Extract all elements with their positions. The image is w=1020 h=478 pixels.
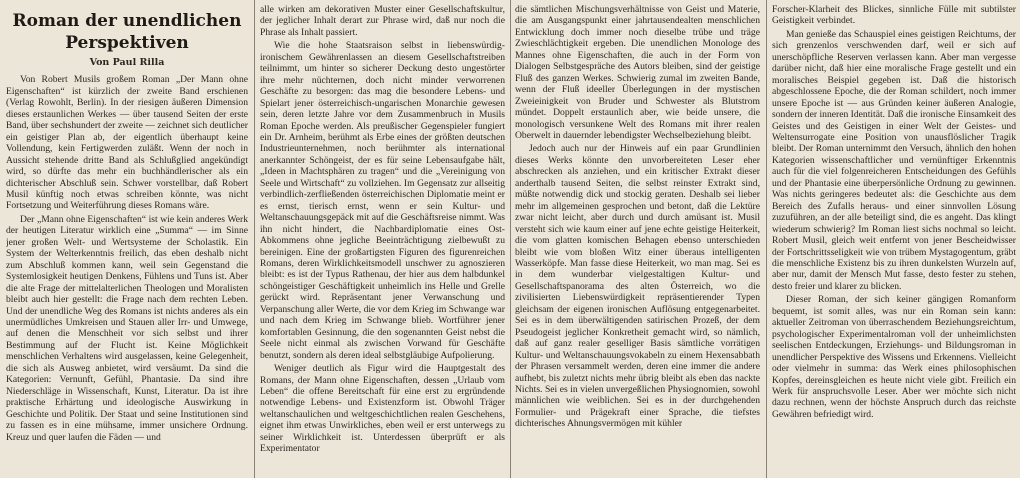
paragraph: die sämtlichen Mischungsverhältnisse von Geist und Materie, die am Ausgangspunkt einer jahrtausendealten menschlichen Entwicklung doch immer noch dieselbe trübe und träge Zwieschlächtigkeit ergeben. Die unendlichen Monologe des Mannes ohne Eigenschaften, die auch in der Form von Dialogen Selbstgespräche des Autors bleiben, sind der geistige Fluß des ganzen Werkes. Schwierig zumal im zweiten Bande, wenn der Fluß ideeller Überlegungen in der mystischen Zweieinigkeit von Bruder und Schwester als Blutstrom mündet. Doppelt erstaunlich aber, wie beide unsere, die monologisch versunkene Welt des Romans mit ihrer realen Oberwelt in dauernder lebendigster Wechselbeziehung bleibt.: [515, 4, 760, 141]
column-divider: [254, 0, 255, 478]
paragraph: Weniger deutlich als Figur wird die Hauptgestalt des Romans, der Mann ohne Eigenschaften, dessen „Urlaub vom Leben“ die offene Bereitschaft für eine erst zu ergründende notwendige Lebens- und Existenzform ist. Obwohl Träger weltanschaulichen und weltgeschichtlichen realen Geschehens, eignet ihm etwas Unwirkliches, eben weil er erst unterwegs zu seiner Wirklichkeit ist. Unterdessen überprüft er als Experimentator: [260, 363, 505, 455]
paragraph: Jedoch auch nur der Hinweis auf ein paar Grundlinien dieses Werks könnte den unvorbereiteten Leser eher abschrecken als anziehen, und ein kritischer Extrakt dieser anderthalb tausend Seiten, die selbst reinster Extrakt sind, müßte notwendig dick und stockig geraten. Deshalb sei lieber mehr im allgemeinen gesprochen und betont, daß die Lektüre zwar nicht leicht, aber durch und durch amüsant ist. Musil versteht sich wie kaum einer auf jene echte geistige Heiterkeit, die vom glatten komischen Behagen ebenso unterschieden bleibt wie vom bloßen Witz einer überaus intelligenten Wasserköpfe. Man fasse diese Heiterkeit, wo man mag. Sei es in dem wunderbar vielgestaltigen Kultur- und Gesellschaftspanorama des alten Österreich, wo die zivilisierten Liebenswürdigkeit repräsentierender Typen gleichsam der eigenen ironischen Auflösung entgegenarbeitet. Sei es in dem überwältigenden satirischen Prozeß, der dem Pseudogeist jeglicher Konkretheit gemacht wird, so nämlich, daß auf ganz realer geselliger Basis sämtliche vorrätigen Kultur- und Weltanschauungsvokabeln zu einem Hexensabbath der Phrasen versammelt werden, deren eine immer die andere aufhebt, bis zuletzt nichts mehr übrig bleibt als eben das nackte Nichts. Sei es in vielen unvergeßlichen Physiognomien, sowohl männlichen wie weiblichen. Sei es in der durchgehenden Formulier- und Prägekraft einer Sprache, die tiefstes dichterisches Ahnungsvermögen mit kühler: [515, 143, 760, 430]
paragraph: alle wirken am dekorativen Muster einer Gesellschaftskultur, der jeglicher Inhalt derart zur Phrase wird, daß nur noch die Phrase als Inhalt passiert.: [260, 4, 505, 38]
paragraph: Von Robert Musils großem Roman „Der Mann ohne Eigenschaften“ ist kürzlich der zweite Band erschienen (Verlag Rowohlt, Berlin). In der riesigen äußeren Dimension dieses erstaunlichen Werkes — über tausend Seiten der erste Band, über sechshundert der zweite — zeichnet sich deutlicher ein geistiger Plan ab, der eigentlich überhaupt keine Vollendung, kein Fertigwerden zuläßt. Wenn der noch in Aussicht stehende dritte Band als Schlußglied angekündigt wird, so dürfte das mehr ein buchhändlerischer als ein dichterischer Abschluß sein. Schwer vorstellbar, daß Robert Musil künftig noch etwas schreiben könnte, was nicht Fortsetzung und Weiterführung dieses Romans wäre.: [6, 74, 248, 212]
article-column-4: [772, 4, 1016, 476]
headline-block: [6, 10, 248, 68]
byline: Von Paul Rilla: [89, 57, 165, 68]
column-divider: [510, 0, 511, 478]
headline-line-1: Roman der unendlichen: [12, 11, 242, 31]
article-column-2: [260, 4, 505, 476]
article-column-3: [515, 4, 760, 476]
paragraph: Man genieße das Schauspiel eines geistigen Reichtums, der sich grenzenlos verschwenden darf, weil er sich auf unerschöpfliche Reserven verlassen kann. Aber man vergesse darüber nicht, daß hier eine moralische Frage gestellt und ein moralisches Beispiel gegeben ist. Daß die historisch abgeschlossene Epoche, die der Roman schildert, noch immer unsere Epoche ist — aus Gründen keiner äußeren Analogie, sondern der inneren Identität. Daß die ironische Einsamkeit des Geistes und des Geistigen in einer Welt der Geistes- und Weltensurrogate eine Position von unausflöslicher Tragik bleibt. Der Roman unternimmt den Versuch, ähnlich den hohen Kategorien wissenschaftlicher und vernünftiger Erkenntnis auch für die viel folgenreicheren Entscheidungen des Gefühls und der Phantasie eine überpersönliche Ordnung zu gewinnen. Was nichts geringeres bedeutet als: die Geschichte aus dem Bereich des Zufalls heraus- und einer sinnvollen Lösung zuzuführen, an der alle beteiligt sind, die es angeht. Das klingt wiederum schwierig? Im Roman liest sichs nochmal so leicht. Robert Musil, gleich weit entfernt von jener Bescheidwisser der Fortschrittsseligkeit wie von trübem Mystagogentum, gräbt die menschliche Existenz bis zu ihren dunkelsten Wurzeln auf, aber nur, damit der Mensch Mut fasse, desto fester zu stehen, desto freier und klarer zu blicken.: [772, 28, 1016, 292]
paragraph: Dieser Roman, der sich keiner gängigen Romanform bequemt, ist somit alles, was nur ein Roman sein kann: aktueller Zeitroman von überraschendem Beziehungsreichtum, psychologischer Experimentalroman voll der unheimlichsten seelischen Entdeckungen, Erziehungs- und Bildungsroman in unendlicher Perspektive des Wissens und Erkennens. Vielleicht oder vielmehr in summa: das Werk eines philosophischen Kopfes, dereinsgleichen es heute nicht viele gibt. Freilich ein Werk für anspruchsvolle Leser. Aber wer möchte sich nicht dazu rechnen, wenn der höchste Anspruch durch das reichste Gewähren befriedigt wird.: [772, 294, 1016, 420]
paragraph: Wie die hohe Staatsraison selbst in liebenswürdig-ironischem Gewährenlassen an diesem Gesellschaftstreiben teilnimmt, um hinter so sicherer Deckung desto ungestörter ihre mehr nüchternen, doch nicht minder verworrenen Geschäfte zu besorgen: das mag die besondere Lebens- und Spielart jener österreichisch-ungarischen Monarchie gewesen sein, deren letzte Jahre vor dem Zusammenbruch in Musils Roman Epoche werden. Als preußischer Gegenspieler fungiert ein Dr. Arnheim, berühmt als Erbe eines der größten deutschen Industrieunternehmen, noch berühmter als international anerkannter Schöngeist, der es für seine Lebensaufgabe hält, „Ideen in Machtsphären zu tragen“ und die „Vereinigung von Seele und Wirtschaft“ zu vollziehen. Im Gegensatz zur allseitig verbindlich-zerfließenden österreichischen Diplomatie meint er es ernst, tierisch ernst, wenn er sein Kultur- und Weltanschauungsgepäck mit auf die Geschäftsreise nimmt. Was ihn nicht hindert, die Nachbardiplomatie eines Ost-Abkommens ohne jegliche Beeinträchtigung zielbewußt zu bereinigen. Eine der großartigsten Figuren des figurenreichen Romans, deren Wirklichkeitsmodell unschwer zu agnoszieren bleibt: es ist der Typus Rathenau, der hier aus dem halbdunkel schöngeistiger Geschäftigkeit unheimlich ins Helle und Grelle gerückt wird. Repräsentant jener Verwanschung und Verpanschung aller Werte, die vor dem Krieg im Schwange war und nach dem Krieg im Schwange blieb. Wortführer jener komfortablen Gesinnung, die den sogenannten Geist nebst die Seele nicht einmal als zwischen Vorwand für Geschäfte benutzt, sondern als deren ideal selbstgläubige Aufpolierung.: [260, 40, 505, 361]
paragraph: Forscher-Klarheit des Blickes, sinnliche Fülle mit subtilster Geistigkeit verbindet.: [772, 4, 1016, 27]
paragraph: Der „Mann ohne Eigenschaften“ ist wie kein anderes Werk der heutigen Literatur wirklich eine „Summa“ — im Sinne jener großen Welt- und Wertsysteme der Scholastik. Ein System der Welterkenntnis freilich, das eben deshalb nicht zum Abschluß kommen kann, weil sein Gegenstand die Systemlosigkeit heutigen Denkens, Fühlens und Tuns ist. Aber die alte Frage der mittelalterlichen Theologen und Moralisten bleibt auch hier gestellt: die Frage nach dem rechten Leben. Und der unendliche Weg des Romans ist nichts anderes als ein unermüdliches Umkreisen und Stauen aller Irr- und Umwege, auf denen die Menschheit vor sich selbst und ihrer Bestimmung auf der Flucht ist. Keine Möglichkeit menschlichen Verhaltens wird ausgelassen, keine Gelegenheit, die sich als Ausweg anbietet, wird versäumt. Da sind die Kategorien: Vernunft, Gefühl, Phantasie. Da sind ihre Niederschläge in Wissenschaft, Kunst, Literatur. Da ist ihre praktische Erhärtung und ideologische Auswirkung in Geschichte und Politik. Der Staat und seine Institutionen sind zu fassen es in eine mühsame, immer unsichere Ordnung. Kreuz und quer laufen die Fäden — und: [6, 213, 248, 443]
headline-line-2: Perspektiven: [65, 33, 189, 53]
column-divider: [766, 0, 767, 478]
article-column-1: [6, 4, 248, 476]
